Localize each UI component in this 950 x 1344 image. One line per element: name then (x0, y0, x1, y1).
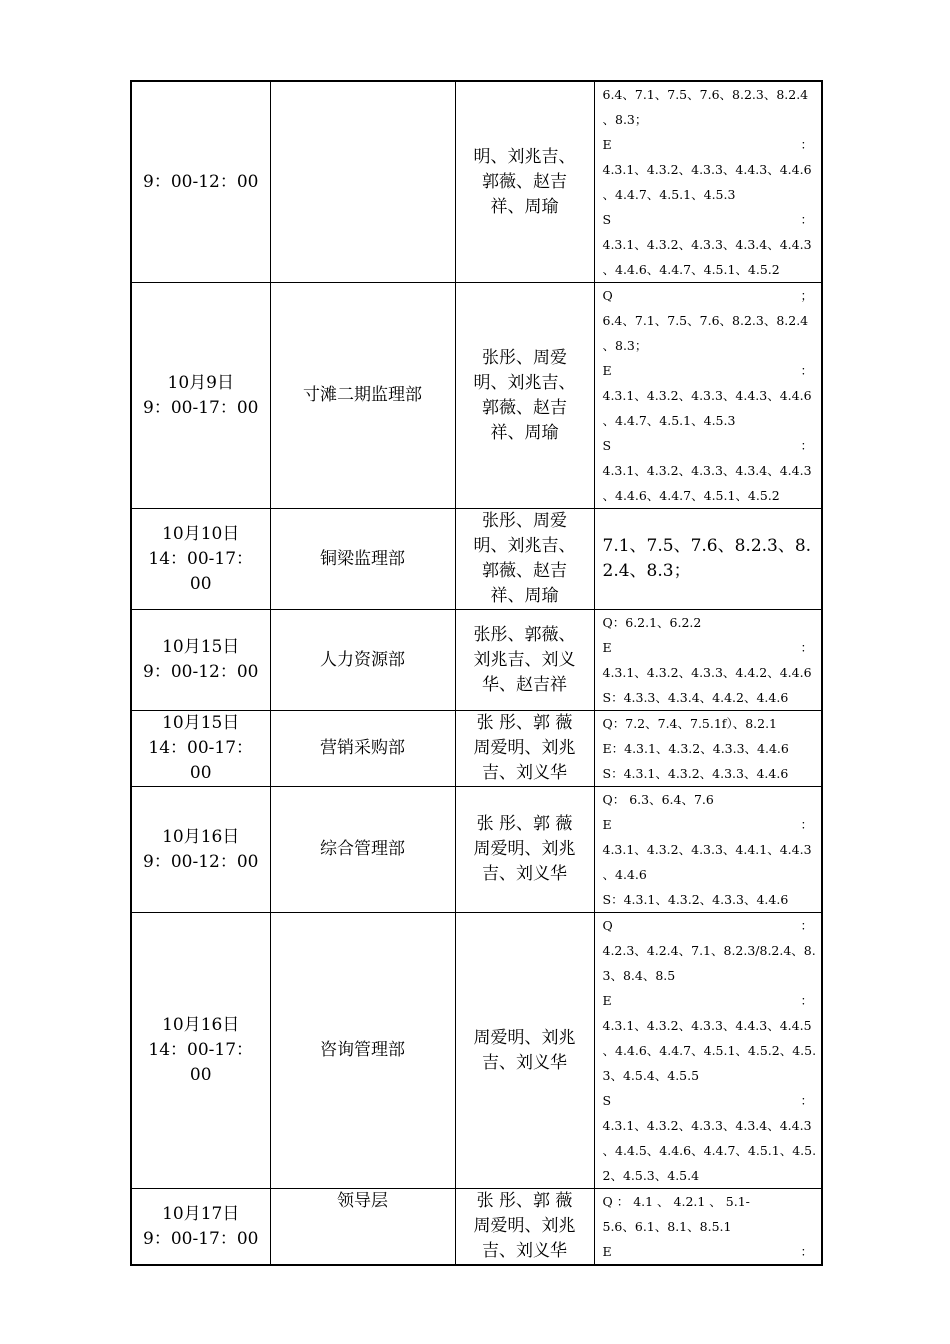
auditor-line: 周爱明、刘兆 (473, 1027, 576, 1048)
clause-label-line (603, 1088, 814, 1113)
department-cell (270, 787, 455, 913)
auditor-line: 郭薇、赵吉 (482, 561, 567, 581)
auditor-line: 吉、刘义华 (482, 763, 567, 783)
clause-line: 、4.4.7、4.5.1、4.5.3 (602, 413, 736, 428)
auditor-line: 明、刘兆吉、 (473, 146, 576, 167)
time-line: 10月17日 (162, 1203, 240, 1224)
clause-label-line (603, 1239, 814, 1264)
clause-separator: ： (800, 1093, 813, 1108)
auditor-line: 祥、周瑜 (490, 422, 559, 443)
time-line: 10月15日 (162, 713, 240, 733)
clause-line: 5.6、6.1、8.1、8.5.1 (602, 1219, 732, 1234)
clause-line: Q：6.2.1、6.2.2 (602, 615, 702, 630)
clause-line: 4.3.1、4.3.2、4.3.3、4.4.3、4.4.6 (602, 162, 812, 177)
auditor-line: 周爱明、刘兆 (473, 839, 576, 859)
time-line: 00 (189, 763, 212, 783)
clauses-cell (594, 509, 822, 610)
clauses-cell (594, 81, 822, 283)
clause-line: 3、4.5.4、4.5.5 (602, 1068, 700, 1083)
clause-line: 、8.3； (602, 112, 648, 127)
table-row (131, 787, 822, 913)
time-cell (131, 81, 270, 283)
clause-line: 4.3.1、4.3.2、4.3.3、4.4.1、4.4.3 (602, 842, 812, 857)
auditor-line: 张 彤、郭 薇 (476, 814, 573, 834)
auditor-line: 祥、周瑜 (490, 586, 559, 606)
clause-standard-label: Q (602, 918, 613, 933)
clause-label-line (603, 433, 814, 458)
auditor-line: 张彤、郭薇、 (473, 624, 576, 645)
time-cell (131, 509, 270, 610)
clause-separator: ： (800, 212, 813, 227)
clauses-cell (594, 913, 822, 1189)
clause-separator: ： (800, 363, 813, 378)
auditor-line: 华、赵吉祥 (482, 674, 567, 695)
time-line: 14：00-17： (148, 738, 254, 758)
clause-standard-label: E (602, 817, 612, 832)
clause-line: 7.1、7.5、7.6、8.2.3、8. (602, 536, 812, 556)
time-cell (131, 711, 270, 787)
clause-line: 、4.4.6、4.4.7、4.5.1、4.5.2、4.5. (602, 1043, 817, 1058)
clause-separator: ： (800, 137, 813, 152)
time-line: 9：00-17：00 (143, 397, 259, 418)
auditors-cell (455, 283, 594, 509)
time-cell (131, 610, 270, 711)
clause-standard-label: E (602, 137, 612, 152)
clause-line: 3、8.4、8.5 (602, 968, 676, 983)
clause-label-line (603, 132, 814, 157)
clause-separator: ： (800, 438, 813, 453)
department-name: 咨询管理部 (320, 1040, 405, 1060)
clause-line: 2、4.5.3、4.5.4 (602, 1168, 700, 1183)
auditor-line: 吉、刘义华 (482, 864, 567, 884)
auditor-line: 明、刘兆吉、 (473, 536, 576, 556)
auditor-line: 周爱明、刘兆 (473, 738, 576, 758)
clause-line: 4.3.1、4.3.2、4.3.3、4.3.4、4.4.3 (602, 237, 812, 252)
clause-line: 、4.4.6、4.4.7、4.5.1、4.5.2 (602, 262, 780, 277)
clause-line: 4.2.3、4.2.4、7.1、8.2.3/8.2.4、8. (602, 943, 816, 958)
table-row (131, 81, 822, 283)
time-line: 00 (189, 573, 212, 594)
auditors-cell (455, 711, 594, 787)
clauses-cell (594, 283, 822, 509)
clause-label-line (603, 635, 814, 660)
table-row (131, 1189, 822, 1266)
auditor-line: 周爱明、刘兆 (473, 1216, 576, 1236)
department-cell (270, 1189, 455, 1266)
clause-standard-label: Q (602, 288, 613, 303)
time-line: 10月10日 (162, 523, 240, 544)
clause-line: 4.3.1、4.3.2、4.3.3、4.4.2、4.4.6 (602, 665, 812, 680)
clauses-cell (594, 610, 822, 711)
clause-standard-label: S (602, 1093, 612, 1108)
clause-line: 4.3.1、4.3.2、4.3.3、4.3.4、4.4.3 (602, 463, 812, 478)
auditor-line: 张彤、周爱 (482, 511, 567, 531)
department-cell (270, 509, 455, 610)
department-name: 铜梁监理部 (320, 548, 405, 569)
time-line: 14：00-17： (148, 548, 254, 569)
auditor-line: 祥、周瑜 (490, 196, 559, 217)
department-cell (270, 610, 455, 711)
clause-separator: ： (800, 993, 813, 1008)
time-line: 10月15日 (162, 637, 240, 657)
clause-label-line (603, 283, 814, 308)
auditor-line: 刘兆吉、刘义 (473, 649, 576, 670)
clause-line: 4.3.1、4.3.2、4.3.3、4.3.4、4.4.3 (602, 1118, 812, 1133)
auditors-cell (455, 610, 594, 711)
department-name: 寸滩二期监理部 (303, 385, 422, 405)
clause-standard-label: S (602, 438, 612, 453)
table-row (131, 610, 822, 711)
time-cell (131, 1189, 270, 1266)
clause-line: Q：7.2、7.4、7.5.1f）、8.2.1 (602, 716, 777, 731)
time-line: 00 (189, 1065, 212, 1085)
time-line: 14：00-17： (148, 1040, 254, 1060)
department-name: 营销采购部 (320, 738, 405, 758)
time-cell (131, 283, 270, 509)
department-cell (270, 711, 455, 787)
clause-separator: ： (800, 918, 813, 933)
time-line: 9：00-12：00 (143, 662, 259, 682)
auditors-cell (455, 1189, 594, 1266)
clause-line: S：4.3.1、4.3.2、4.3.3、4.4.6 (602, 766, 789, 781)
clause-standard-label: E (602, 640, 612, 655)
auditor-line: 吉、刘义华 (482, 1241, 567, 1261)
clause-line: Q ： 4.1 、 4.2.1 、 5.1- (602, 1194, 750, 1209)
auditors-cell (455, 787, 594, 913)
auditor-line: 郭薇、赵吉 (482, 397, 567, 418)
clause-label-line (603, 913, 814, 938)
clauses-cell (594, 711, 822, 787)
clause-line: 、8.3； (602, 338, 648, 353)
auditors-cell (455, 81, 594, 283)
table-body (131, 81, 822, 1265)
clauses-cell (594, 1189, 822, 1266)
time-line: 9：00-17：00 (143, 1228, 259, 1249)
clause-label-line (603, 812, 814, 837)
clause-line: 、4.4.6、4.4.7、4.5.1、4.5.2 (602, 488, 780, 503)
clauses-cell (594, 787, 822, 913)
clause-line: S：4.3.1、4.3.2、4.3.3、4.4.6 (602, 892, 789, 907)
clause-line: Q： 6.3、6.4、7.6 (602, 792, 714, 807)
audit-schedule-table (130, 80, 823, 1266)
clause-standard-label: S (602, 212, 612, 227)
clause-line: 6.4、7.1、7.5、7.6、8.2.3、8.2.4 (602, 313, 809, 328)
auditor-line: 张 彤、郭 薇 (476, 713, 573, 733)
clause-line: 、4.4.7、4.5.1、4.5.3 (602, 187, 736, 202)
department-name: 综合管理部 (320, 839, 405, 859)
auditor-line: 吉、刘义华 (482, 1052, 567, 1073)
clause-line: 6.4、7.1、7.5、7.6、8.2.3、8.2.4 (602, 87, 809, 102)
clause-line: 4.3.1、4.3.2、4.3.3、4.4.3、4.4.6 (602, 388, 812, 403)
time-line: 10月16日 (162, 826, 240, 847)
department-name: 领导层 (337, 1191, 388, 1211)
time-line: 9：00-12：00 (143, 171, 259, 192)
table-row (131, 913, 822, 1189)
clause-standard-label: E (602, 993, 612, 1008)
clause-line: S：4.3.3、4.3.4、4.4.2、4.4.6 (602, 690, 789, 705)
table-row (131, 711, 822, 787)
clause-line: 2.4、8.3； (602, 561, 691, 581)
clause-separator: ： (800, 817, 813, 832)
clause-separator: ： (800, 640, 813, 655)
department-cell (270, 913, 455, 1189)
auditor-line: 张彤、周爱 (482, 347, 567, 368)
time-line: 9：00-12：00 (143, 851, 259, 872)
clause-standard-label: E (602, 363, 612, 378)
clause-label-line (603, 207, 814, 232)
clause-line: 、4.4.5、4.4.6、4.4.7、4.5.1、4.5. (602, 1143, 817, 1158)
table-row (131, 509, 822, 610)
auditors-cell (455, 913, 594, 1189)
auditor-line: 郭薇、赵吉 (482, 171, 567, 192)
auditor-line: 明、刘兆吉、 (473, 372, 576, 393)
department-name: 人力资源部 (320, 649, 405, 670)
time-cell (131, 913, 270, 1189)
auditor-line: 张 彤、郭 薇 (476, 1191, 573, 1211)
time-line: 10月16日 (162, 1015, 240, 1035)
clause-separator: ； (800, 288, 813, 303)
time-line: 10月9日 (167, 372, 234, 393)
time-cell (131, 787, 270, 913)
clause-label-line (603, 358, 814, 383)
clause-line: 4.3.1、4.3.2、4.3.3、4.4.3、4.4.5 (602, 1018, 812, 1033)
clause-line: E：4.3.1、4.3.2、4.3.3、4.4.6 (602, 741, 789, 756)
department-cell (270, 81, 455, 283)
clause-separator: ： (800, 1244, 813, 1259)
auditors-cell (455, 509, 594, 610)
clause-standard-label: E (602, 1244, 612, 1259)
clause-label-line (603, 988, 814, 1013)
clause-line: 、4.4.6 (602, 867, 647, 882)
table-row (131, 283, 822, 509)
department-cell (270, 283, 455, 509)
